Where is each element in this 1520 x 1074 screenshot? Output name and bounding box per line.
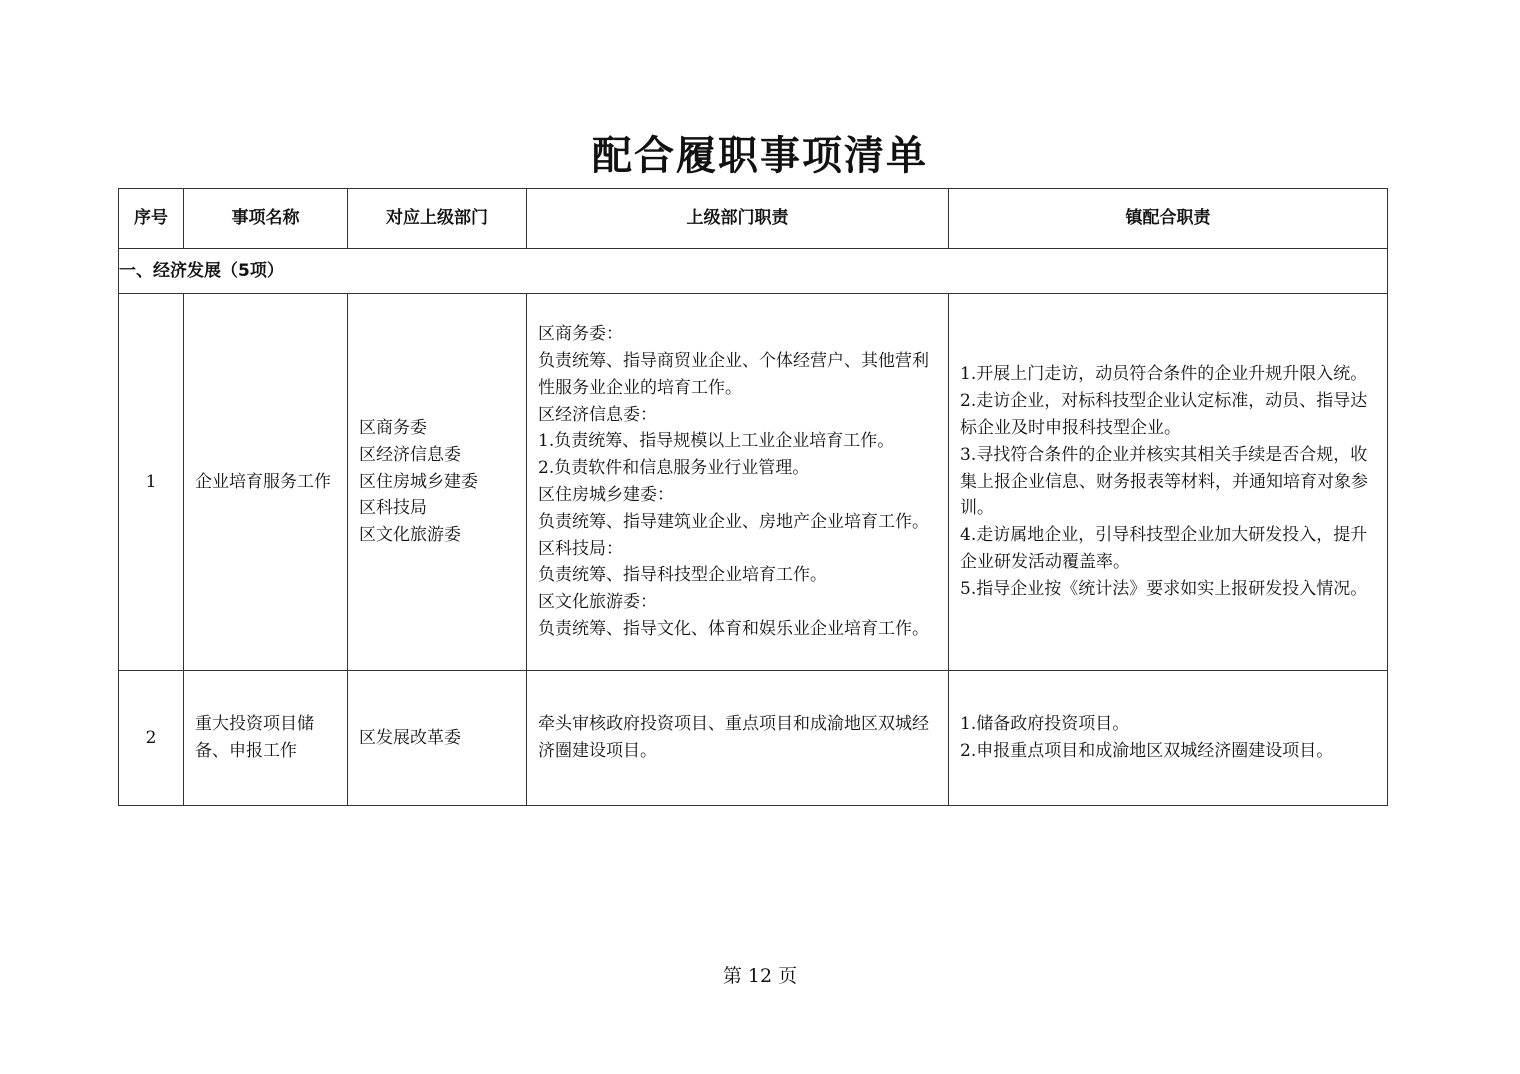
department-line: 区科技局 — [359, 498, 427, 519]
duty-line: 负责统筹、指导商贸业企业、个体经营户、其他营利性服务业企业的培育工作。 — [538, 351, 929, 398]
town-duty-line: 5.指导企业按《统计法》要求如实上报研发投入情况。 — [960, 578, 1368, 599]
duty-table — [118, 188, 1388, 806]
table-header-row — [119, 189, 1388, 249]
town-duty-line: 1.开展上门走访，动员符合条件的企业升规升限入统。 — [960, 364, 1368, 385]
header-item-name: 事项名称 — [184, 189, 348, 249]
row-seq: 1 — [119, 294, 184, 671]
duty-line: 1.负责统筹、指导规模以上工业企业培育工作。 — [538, 431, 895, 452]
duty-line: 负责统筹、指导建筑业企业、房地产企业培育工作。 — [538, 511, 929, 532]
table-row — [119, 294, 1388, 671]
row-item-name: 企业培育服务工作 — [184, 294, 348, 671]
department-line: 区经济信息委 — [359, 444, 461, 465]
row-item-name: 重大投资项目储备、申报工作 — [184, 671, 348, 806]
page-title: 配合履职事项清单 — [592, 132, 928, 179]
town-duty-line: 4.走访属地企业，引导科技型企业加大研发投入，提升企业研发活动覆盖率。 — [960, 525, 1368, 572]
town-duty-line: 2.走访企业，对标科技型企业认定标准，动员、指导达标企业及时申报科技型企业。 — [960, 391, 1368, 438]
town-duty-line: 1.储备政府投资项目。 — [960, 714, 1130, 735]
row-town-duties — [949, 294, 1388, 671]
header-superior-department: 对应上级部门 — [348, 189, 527, 249]
table-row — [119, 671, 1388, 806]
header-town-duties: 镇配合职责 — [949, 189, 1388, 249]
row-town-duties — [949, 671, 1388, 806]
row-superior-duties — [527, 294, 949, 671]
duty-line: 区经济信息委： — [538, 404, 657, 425]
department-line: 区文化旅游委 — [359, 525, 461, 546]
duty-line: 区文化旅游委： — [538, 592, 657, 613]
section-label: 一、经济发展（5项） — [119, 249, 1388, 294]
header-superior-duties: 上级部门职责 — [527, 189, 949, 249]
duty-line: 区住房城乡建委： — [538, 485, 674, 505]
duty-line: 牵头审核政府投资项目、重点项目和成渝地区双城经济圈建设项目。 — [538, 714, 929, 761]
duty-line: 负责统筹、指导文化、体育和娱乐业企业培育工作。 — [538, 618, 929, 639]
duty-line: 区商务委： — [538, 324, 623, 345]
town-duty-line: 3.寻找符合条件的企业并核实其相关手续是否合规，收集上报企业信息、财务报表等材料，并通知培育对象参训。 — [960, 444, 1368, 519]
row-departments — [348, 671, 527, 806]
department-line: 区商务委 — [359, 418, 427, 438]
header-seq: 序号 — [119, 189, 184, 249]
row-departments — [348, 294, 527, 671]
section-row — [119, 249, 1388, 294]
department-line: 区住房城乡建委 — [359, 471, 478, 492]
duty-line: 区科技局： — [538, 538, 623, 559]
row-seq: 2 — [119, 671, 184, 806]
department-line: 区发展改革委 — [359, 727, 461, 748]
town-duty-line: 2.申报重点项目和成渝地区双城经济圈建设项目。 — [960, 741, 1334, 761]
page-number: 第 12 页 — [722, 965, 798, 987]
row-superior-duties — [527, 671, 949, 806]
duty-line: 负责统筹、指导科技型企业培育工作。 — [538, 565, 827, 586]
duty-line: 2.负责软件和信息服务业行业管理。 — [538, 458, 810, 479]
